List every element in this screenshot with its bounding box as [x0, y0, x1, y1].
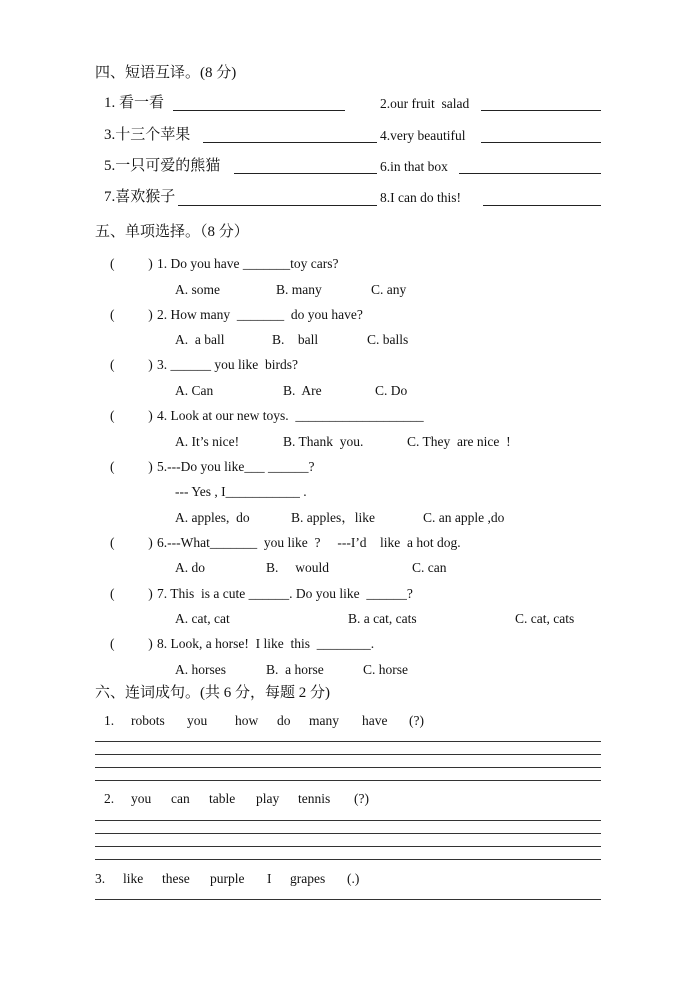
question-stem: 8. Look, a horse! I like this ________. [157, 636, 375, 651]
answer-paren[interactable]: ( ) [110, 357, 153, 372]
option-a: A. horses [175, 662, 226, 677]
word-token: play [256, 791, 280, 806]
word-token: (?) [409, 713, 424, 728]
option-a: A. cat, cat [175, 611, 230, 626]
answer-paren[interactable]: ( ) [110, 307, 153, 322]
answer-paren[interactable]: ( ) [110, 586, 153, 601]
answer-blank[interactable] [481, 110, 601, 111]
translate-item-2: 2.our fruit salad [380, 96, 470, 111]
answer-paren[interactable]: ( ) [110, 535, 153, 550]
option-b: B. would [266, 560, 330, 575]
word-token: grapes [290, 871, 326, 886]
option-c: C. horse [363, 662, 408, 677]
writing-line[interactable] [95, 820, 601, 821]
writing-line[interactable] [95, 780, 601, 781]
translate-item-1: 1. 看一看 [104, 95, 165, 111]
word-order-number: 1. [104, 713, 115, 728]
question-stem: 7. This is a cute ______. Do you like ______? [157, 586, 413, 601]
option-a: A. some [175, 282, 220, 297]
option-b: B. Are [283, 383, 322, 398]
word-token: tennis [298, 791, 331, 806]
translate-item-6: 6.in that box [380, 159, 448, 174]
section4-heading: 四、短语互译。(8 分) [95, 65, 237, 81]
answer-paren[interactable]: ( ) [110, 636, 153, 651]
answer-paren[interactable]: ( ) [110, 256, 153, 271]
question-stem: 6.---What_______ you like ? ---I’d like a hot dog. [157, 535, 461, 550]
word-token: purple [210, 871, 245, 886]
writing-line[interactable] [95, 767, 601, 768]
option-a: A. It’s nice! [175, 434, 240, 449]
question-stem: 2. How many _______ do you have? [157, 307, 363, 322]
question-stem: 4. Look at our new toys. ___________________ [157, 408, 424, 423]
answer-blank[interactable] [203, 142, 377, 143]
word-token: do [277, 713, 291, 728]
question-stem-reply: --- Yes , I___________ . [175, 484, 307, 499]
word-token: how [235, 713, 259, 728]
section6-heading: 六、连词成句。(共 6 分，每题 2 分) [95, 685, 330, 701]
option-b: B. many [276, 282, 322, 297]
option-c: C. cat, cats [515, 611, 575, 626]
option-b: B. Thank you. [283, 434, 364, 449]
translate-item-5: 5.一只可爱的熊猫 [104, 158, 221, 174]
writing-line[interactable] [95, 741, 601, 742]
option-a: A. apples, do [175, 510, 250, 525]
option-a: A. do [175, 560, 205, 575]
question-stem: 5.---Do you like___ ______? [157, 459, 315, 474]
option-b: B. a horse [266, 662, 324, 677]
section5-heading: 五、单项选择。（8 分） [95, 224, 249, 240]
word-token: can [171, 791, 190, 806]
writing-line[interactable] [95, 754, 601, 755]
option-a: A. Can [175, 383, 214, 398]
option-b: B. a cat, cats [348, 611, 417, 626]
word-token: (.) [347, 871, 360, 886]
translate-item-8: 8.I can do this! [380, 190, 461, 205]
option-c: C. any [371, 282, 407, 297]
answer-blank[interactable] [178, 205, 377, 206]
option-a: A. a ball [175, 332, 225, 347]
answer-paren[interactable]: ( ) [110, 459, 153, 474]
option-c: C. They are nice ! [407, 434, 511, 449]
option-c: C. balls [367, 332, 409, 347]
word-token: you [131, 791, 152, 806]
writing-line[interactable] [95, 846, 601, 847]
translate-item-7: 7.喜欢猴子 [104, 189, 176, 205]
translate-item-4: 4.very beautiful [380, 128, 466, 143]
question-stem: 1. Do you have _______toy cars? [157, 256, 339, 271]
answer-blank[interactable] [173, 110, 345, 111]
writing-line[interactable] [95, 833, 601, 834]
option-c: C. can [412, 560, 447, 575]
answer-paren[interactable]: ( ) [110, 408, 153, 423]
word-order-number: 3. [95, 871, 106, 886]
option-b: B. apples，like [291, 510, 375, 525]
answer-blank[interactable] [483, 205, 601, 206]
writing-line[interactable] [95, 899, 601, 900]
word-token: many [309, 713, 339, 728]
option-c: C. an apple ,do [423, 510, 505, 525]
answer-blank[interactable] [234, 173, 377, 174]
word-token: I [267, 871, 272, 886]
word-token: these [162, 871, 190, 886]
writing-line[interactable] [95, 859, 601, 860]
translate-item-3: 3.十三个苹果 [104, 127, 191, 143]
word-token: table [209, 791, 236, 806]
word-token: have [362, 713, 388, 728]
word-token: you [187, 713, 208, 728]
question-stem: 3. ______ you like birds? [157, 357, 298, 372]
word-token: (?) [354, 791, 369, 806]
option-b: B. ball [272, 332, 319, 347]
word-token: robots [131, 713, 165, 728]
answer-blank[interactable] [481, 142, 601, 143]
answer-blank[interactable] [459, 173, 601, 174]
word-token: like [123, 871, 144, 886]
word-order-number: 2. [104, 791, 115, 806]
option-c: C. Do [375, 383, 408, 398]
